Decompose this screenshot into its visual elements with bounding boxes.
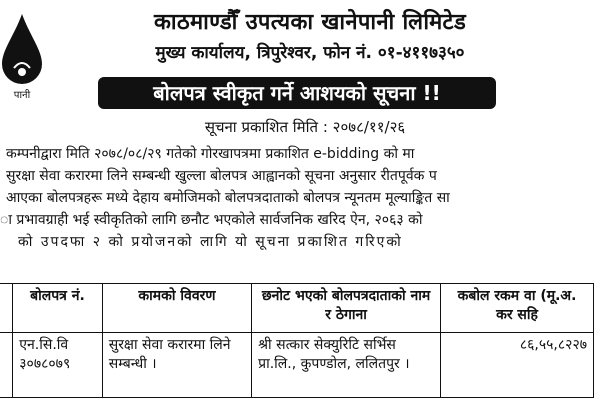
header-amount: कबोल रकम वा (मू.अ. कर सहि xyxy=(441,284,594,333)
cell-work: सुरक्षा सेवा करारमा लिने सम्बन्धी । xyxy=(102,333,251,398)
header-bid-no: बोलपत्र नं. xyxy=(13,284,102,333)
logo-label: पानी xyxy=(13,90,31,101)
publish-date: सूचना प्रकाशित मिति : २०७८/११/२६ xyxy=(204,118,406,136)
cell-amount: ८६,५५,८२२७ xyxy=(441,333,594,398)
table-row xyxy=(0,333,594,398)
table-header-row xyxy=(0,284,594,333)
organization-name: काठमाण्डौँ उपत्यका खानेपानी लिमिटेड xyxy=(153,10,467,35)
body-line: को उपदफा २ को प्रयोजनको लागि यो सूचना प्रकाशित गरिएको xyxy=(18,234,403,250)
cell-bid-no: एन.सि.वि ३०७८०७९ xyxy=(13,333,102,398)
bid-table xyxy=(0,283,594,398)
body-line: आएका बोलपत्रहरू मध्ये देहाय बमोजिमको बोलपत्रदाताको बोलपत्र न्यूनतम मूल्याङ्कित सा xyxy=(6,190,450,206)
body-line: सुरक्षा सेवा करारमा लिने सम्बन्धी खुल्ला बोलपत्र आह्वानको सूचना अनुसार रीतपूर्वक प xyxy=(6,168,437,184)
notice-title: बोलपत्र स्वीकृत गर्ने आशयको सूचना !! xyxy=(98,77,496,109)
organization-address: मुख्य कार्यालय, त्रिपुरेश्वर, फोन नं. ०१-४११७३५० xyxy=(155,43,465,63)
header-work: कामको विवरण xyxy=(102,284,251,333)
header-bidder: छनोट भएको बोलपत्रदाताको नाम र ठेगाना xyxy=(252,284,441,333)
cell-bidder: श्री सत्कार सेक्युरिटि सर्भिस प्रा.लि., कुपण्डोल, ललितपुर । xyxy=(252,333,441,398)
body-line: कम्पनीद्वारा मिति २०७८/०८/२९ गतेको गोरखापत्रमा प्रकाशित e-bidding को मा xyxy=(6,146,415,162)
notice-body xyxy=(0,143,600,253)
body-line: ा प्रभावग्राही भई स्वीकृतिको लागि छनौट भएकोले सार्वजनिक खरिद ऐन, २०६३ को xyxy=(0,212,423,228)
water-drop-logo-icon xyxy=(0,12,44,102)
